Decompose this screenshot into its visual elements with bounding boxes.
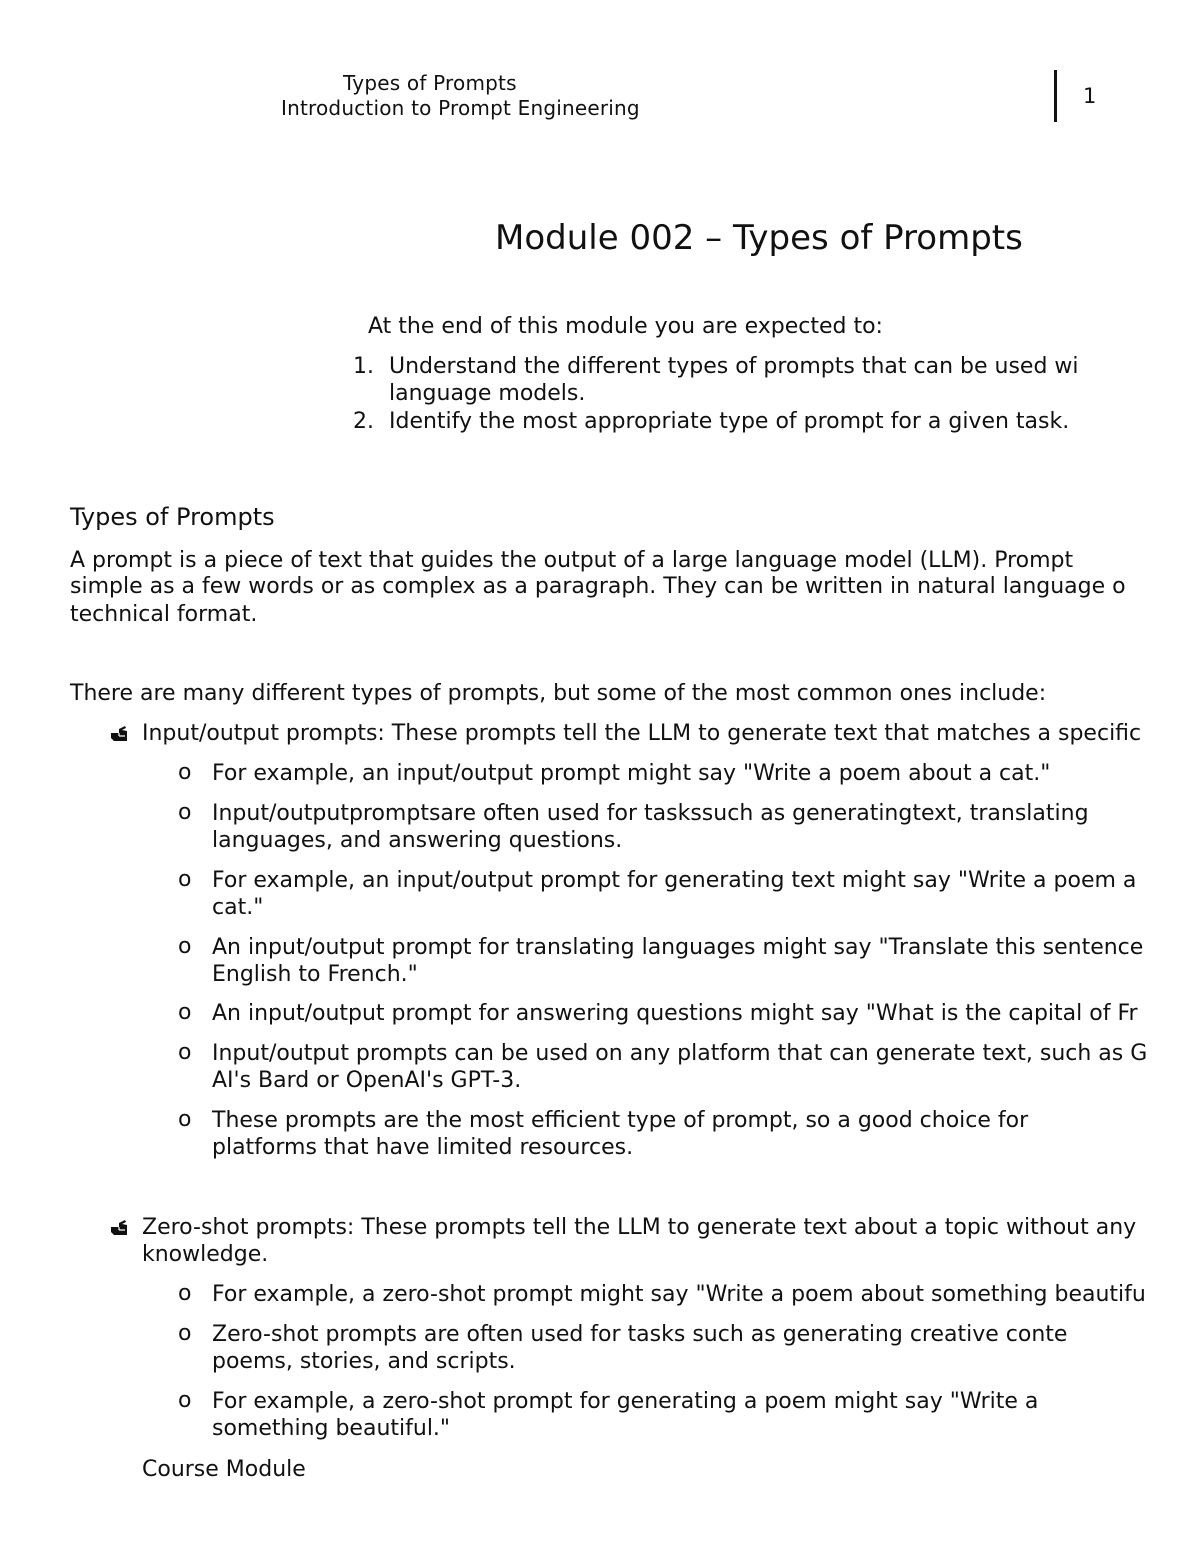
sub-bullet-marker: o — [178, 1281, 192, 1306]
page-number: 1 — [1083, 84, 1097, 108]
paragraph-line: A prompt is a piece of text that guides the output of a large language model (LLM). Prompt — [70, 548, 1074, 573]
sub-bullet-marker: o — [178, 1388, 192, 1413]
bullet-text: knowledge. — [142, 1242, 269, 1267]
paragraph-line: There are many different types of prompts, but some of the most common ones include: — [70, 681, 1047, 706]
sub-bullet-text: Input/output prompts can be used on any platform that can generate text, such as G — [212, 1041, 1148, 1066]
sub-bullet-text: Zero-shot prompts are often used for tasks such as generating creative conte — [212, 1322, 1068, 1347]
sub-bullet-text: For example, a zero-shot prompt might say "Write a poem about something beautifu — [212, 1282, 1146, 1307]
sub-bullet-text: An input/output prompt for translating languages might say "Translate this sentence — [212, 935, 1144, 960]
paragraph-line: technical format. — [70, 602, 258, 627]
sub-bullet-text: For example, an input/output prompt for generating text might say "Write a poem a — [212, 868, 1137, 893]
sub-bullet-text: something beautiful." — [212, 1416, 451, 1441]
sub-bullet-text: For example, a zero-shot prompt for generating a poem might say "Write a — [212, 1389, 1039, 1414]
paragraph-line: simple as a few words or as complex as a paragraph. They can be written in natural language o — [70, 574, 1126, 599]
sub-bullet-marker: o — [178, 1321, 192, 1346]
sub-bullet-text: For example, an input/output prompt might say "Write a poem about a cat." — [212, 761, 1051, 786]
sub-bullet-text: poems, stories, and scripts. — [212, 1349, 516, 1374]
sub-bullet-text: platforms that have limited resources. — [212, 1135, 634, 1160]
sub-bullet-marker: o — [178, 760, 192, 785]
sub-bullet-marker: o — [178, 800, 192, 825]
objective-text: language models. — [389, 381, 586, 406]
header-course-title: Introduction to Prompt Engineering — [281, 96, 640, 120]
sub-bullet-text: English to French." — [212, 962, 418, 987]
sub-bullet-marker: o — [178, 934, 192, 959]
sub-bullet-text: These prompts are the most efficient type of prompt, so a good choice for — [212, 1108, 1029, 1133]
pointing-hand-icon — [110, 725, 128, 743]
objective-number: 2. — [353, 409, 374, 434]
header-divider — [1054, 70, 1057, 122]
pointing-hand-icon — [110, 1219, 128, 1237]
sub-bullet-text: Input/outputpromptsare often used for taskssuch as generatingtext, translating — [212, 801, 1089, 826]
sub-bullet-text: An input/output prompt for answering questions might say "What is the capital of Fr — [212, 1001, 1138, 1026]
sub-bullet-marker: o — [178, 1000, 192, 1025]
sub-bullet-text: AI's Bard or OpenAI's GPT-3. — [212, 1068, 522, 1093]
objectives-intro: At the end of this module you are expected to: — [368, 314, 883, 339]
header-doc-title: Types of Prompts — [343, 71, 517, 95]
section-heading: Types of Prompts — [70, 503, 275, 531]
sub-bullet-marker: o — [178, 1107, 192, 1132]
bullet-text: Zero-shot prompts: These prompts tell the LLM to generate text about a topic without any — [142, 1215, 1137, 1240]
objective-text: Identify the most appropriate type of prompt for a given task. — [389, 409, 1070, 434]
footer-text: Course Module — [142, 1457, 306, 1482]
objective-text: Understand the different types of prompts that can be used wi — [389, 354, 1079, 379]
bullet-text: Input/output prompts: These prompts tell the LLM to generate text that matches a specific — [142, 721, 1142, 746]
module-title: Module 002 – Types of Prompts — [495, 218, 1023, 258]
sub-bullet-marker: o — [178, 867, 192, 892]
sub-bullet-text: cat." — [212, 895, 264, 920]
sub-bullet-text: languages, and answering questions. — [212, 828, 623, 853]
objective-number: 1. — [353, 354, 374, 379]
sub-bullet-marker: o — [178, 1040, 192, 1065]
